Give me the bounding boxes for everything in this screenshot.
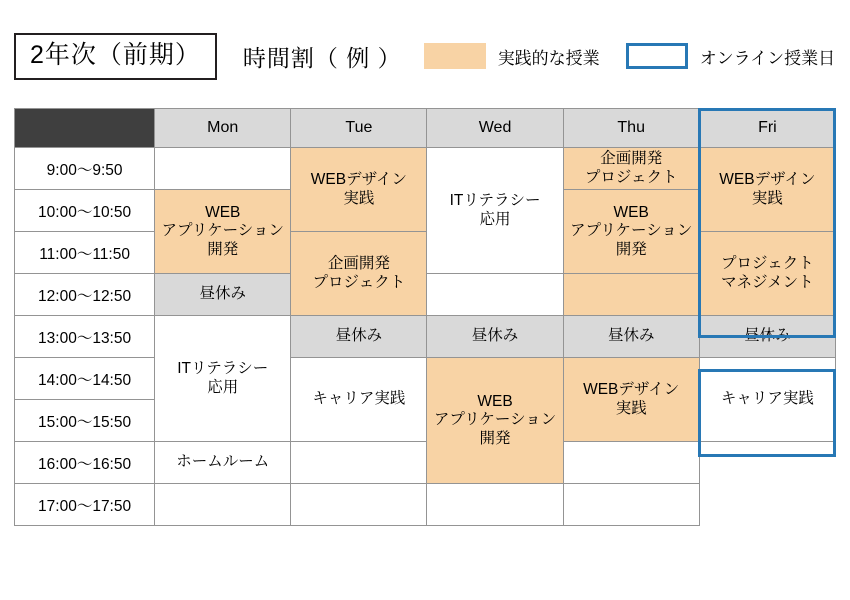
cell-text: 昼休み xyxy=(607,327,655,345)
cell-thu-9 xyxy=(427,484,563,526)
cell-thu-8 xyxy=(291,442,427,484)
table-row xyxy=(15,316,836,358)
cell-thu-project xyxy=(563,148,699,190)
page-header xyxy=(14,28,838,84)
page-title: 時間割（ 例 ） xyxy=(242,44,402,71)
table-row xyxy=(15,148,836,190)
cell-text: 昼休み xyxy=(199,285,246,303)
cell-thu-lunch xyxy=(563,316,699,358)
cell-thu-web-app-cont xyxy=(563,274,699,316)
cell-text: 昼休み xyxy=(471,327,519,345)
cell-tue-project xyxy=(291,232,427,316)
cell-text: プロジェクト マネジメント xyxy=(721,255,814,291)
cell-fri-lunch xyxy=(699,316,835,358)
time-label: 9:00～9:50 xyxy=(15,148,155,190)
column-header-fri: Fri xyxy=(699,109,835,148)
column-header-thu: Thu xyxy=(563,109,699,148)
cell-wed-web-app xyxy=(427,358,563,484)
time-label: 14:00～14:50 xyxy=(15,358,155,400)
timetable xyxy=(14,108,836,526)
cell-tue-lunch xyxy=(291,316,427,358)
cell-fri-project-mgmt xyxy=(699,232,835,316)
column-header-tue: Tue xyxy=(291,109,427,148)
cell-wed-it-literacy xyxy=(427,148,563,274)
legend xyxy=(424,43,836,69)
legend-online-label: オンライン授業日 xyxy=(699,48,836,68)
cell-text: ITリテラシー 応用 xyxy=(449,192,541,228)
time-label: 10:00～10:50 xyxy=(15,190,155,232)
cell-text: WEBデザイン 実践 xyxy=(719,171,816,207)
cell-text: 昼休み xyxy=(335,327,383,345)
cell-fri-9 xyxy=(563,484,699,526)
cell-thu-web-app xyxy=(563,190,699,274)
cell-text: WEBデザイン 実践 xyxy=(310,171,407,207)
time-label: 13:00～13:50 xyxy=(15,316,155,358)
cell-fri-8 xyxy=(563,442,699,484)
cell-wed-lunch xyxy=(427,316,563,358)
time-label: 17:00～17:50 xyxy=(15,484,155,526)
time-label: 15:00～15:50 xyxy=(15,400,155,442)
cell-mon-web-app xyxy=(155,190,291,274)
cell-text: ITリテラシー 応用 xyxy=(177,360,269,396)
legend-practical-label: 実践的な授業 xyxy=(497,48,600,68)
table-corner xyxy=(15,109,155,148)
cell-tue-9 xyxy=(291,484,427,526)
cell-text: WEB アプリケーション 開発 xyxy=(161,204,284,258)
table-row xyxy=(15,232,836,274)
cell-text: ホームルーム xyxy=(176,453,270,471)
time-label: 11:00～11:50 xyxy=(15,232,155,274)
cell-fri-career xyxy=(699,358,835,442)
cell-tue-homeroom xyxy=(155,442,291,484)
cell-fri-web-design xyxy=(699,148,835,232)
cell-tue-web-design xyxy=(291,148,427,232)
column-header-wed: Wed xyxy=(427,109,563,148)
cell-text: 企画開発 プロジェクト xyxy=(312,255,406,291)
cell-thu-web-design xyxy=(563,358,699,442)
year-label: 2年次（前期） xyxy=(14,33,217,80)
time-label: 12:00～12:50 xyxy=(15,274,155,316)
table-row xyxy=(15,442,836,484)
cell-text: WEB アプリケーション 開発 xyxy=(569,204,693,258)
cell-text: キャリア実践 xyxy=(720,390,814,408)
cell-mon-lunch xyxy=(155,274,291,316)
cell-text: WEB アプリケーション 開発 xyxy=(433,393,557,447)
cell-text: 企画開発 プロジェクト xyxy=(584,150,678,186)
table-row xyxy=(15,358,836,400)
legend-practical-swatch xyxy=(424,43,486,69)
legend-online-swatch xyxy=(626,43,688,69)
cell-wed-4 xyxy=(427,274,563,316)
cell-tue-career xyxy=(291,358,427,442)
cell-mon-it-literacy xyxy=(155,316,291,442)
cell-text: キャリア実践 xyxy=(312,390,406,408)
table-header-row xyxy=(15,109,836,148)
cell-mon-1 xyxy=(155,148,291,190)
cell-text: 昼休み xyxy=(744,327,791,345)
cell-text: WEBデザイン 実践 xyxy=(583,381,680,417)
table-row xyxy=(15,484,836,526)
cell-mon-9 xyxy=(155,484,291,526)
time-label: 16:00～16:50 xyxy=(15,442,155,484)
column-header-mon: Mon xyxy=(155,109,291,148)
